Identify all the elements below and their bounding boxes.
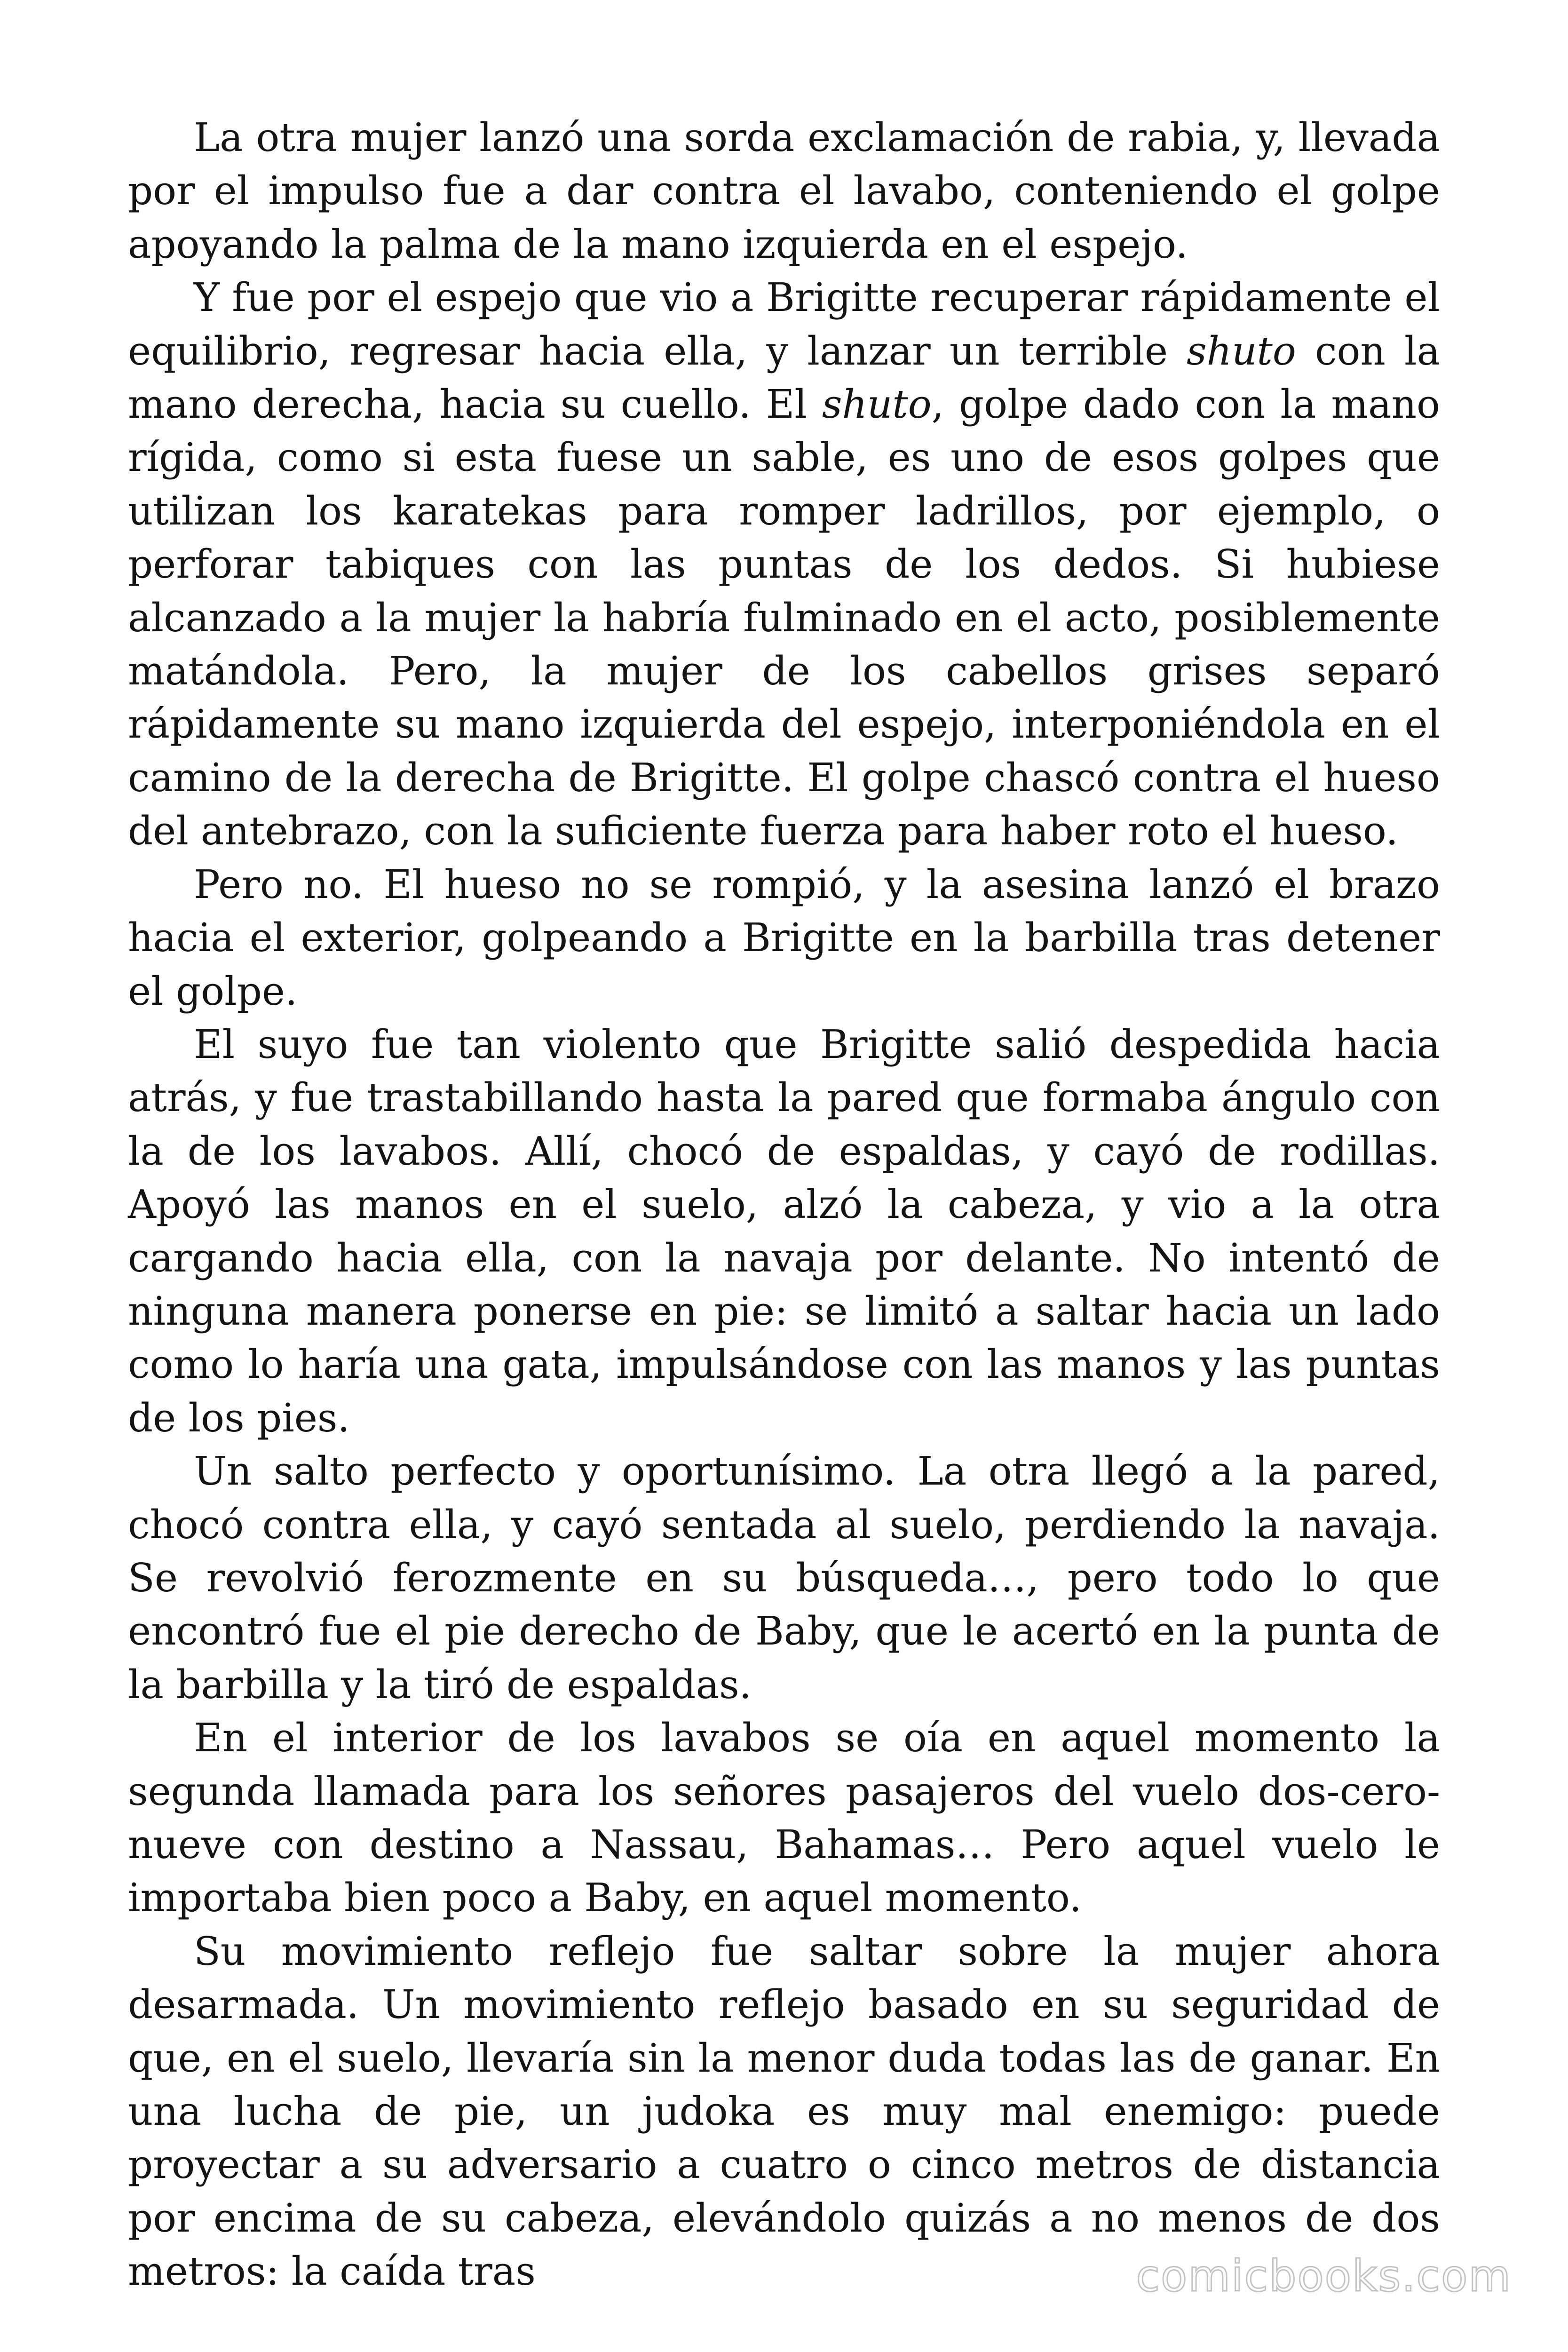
paragraph bbox=[128, 858, 1440, 1018]
page-body-text bbox=[128, 111, 1440, 2298]
text-run: , golpe dado con la mano rígida, como si esta fuese un sable, es uno de esos golpes que utilizan los karatekas para romper ladrillos, por ejemplo, o perforar tabiques con las puntas de los dedos. Si hubiese alcanzado a la mujer la habría fulminado en el acto, posiblemente matándola. Pero, la mujer de los cabellos grises separó rápidamente su mano izquierda del espejo, interponiéndola en el camino de la derecha de Brigitte. El golpe chascó contra el hueso del antebrazo, con la suficiente fuerza para haber roto el hueso. bbox=[128, 381, 1441, 854]
watermark: comicbooks.com bbox=[1136, 2251, 1512, 2301]
paragraph bbox=[128, 271, 1440, 858]
text-run: Un salto perfecto y oportunísimo. La otra llegó a la pared, chocó contra ella, y cayó sentada al suelo, perdiendo la navaja. Se revolvió ferozmente en su búsqueda…, pero todo lo que encontró fue el pie derecho de Baby, que le acertó en la punta de la barbilla y la tiró de espaldas. bbox=[128, 1448, 1440, 1708]
text-run: Pero no. El hueso no se rompió, y la asesina lanzó el brazo hacia el exterior, golpeando a Brigitte en la barbilla tras detener el golpe. bbox=[128, 861, 1440, 1014]
paragraph bbox=[128, 111, 1440, 271]
text-run: Su movimiento reflejo fue saltar sobre la mujer ahora desarmada. Un movimiento reflejo basado en su seguridad de que, en el suelo, llevaría sin la menor duda todas las de ganar. En una lucha de pie, un judoka es muy mal enemigo: puede proyectar a su adversario a cuatro o cinco metros de distancia por encima de su cabeza, elevándolo quizás a no menos de dos metros: la caída tras bbox=[128, 1928, 1440, 2295]
text-run: En el interior de los lavabos se oía en aquel momento la segunda llamada para los señores pasajeros del vuelo dos-cero-nueve con destino a Nassau, Bahamas… Pero aquel vuelo le importaba bien poco a Baby, en aquel momento. bbox=[128, 1715, 1440, 1921]
text-run: La otra mujer lanzó una sorda exclamación de rabia, y, llevada por el impulso fue a dar contra el lavabo, conteniendo el golpe apoyando la palma de la mano izquierda en el espejo. bbox=[128, 115, 1440, 267]
paragraph bbox=[128, 1445, 1440, 1711]
paragraph bbox=[128, 1925, 1440, 2298]
italic-term: shuto bbox=[822, 381, 932, 428]
paragraph bbox=[128, 1711, 1440, 1925]
paragraph bbox=[128, 1018, 1440, 1445]
text-run: con la mano derecha, hacia su cuello. El bbox=[128, 328, 1440, 428]
italic-term: shuto bbox=[1187, 328, 1296, 374]
text-run: Y fue por el espejo que vio a Brigitte recuperar rápidamente el equilibrio, regresar hacia ella, y lanzar un terrible bbox=[128, 275, 1440, 374]
text-run: El suyo fue tan violento que Brigitte salió despedida hacia atrás, y fue trastabillando hasta la pared que formaba ángulo con la de los lavabos. Allí, chocó de espaldas, y cayó de rodillas. Apoyó las manos en el suelo, alzó la cabeza, y vio a la otra cargando hacia ella, con la navaja por delante. No intentó de ninguna manera ponerse en pie: se limitó a saltar hacia un lado como lo haría una gata, impulsándose con las manos y las puntas de los pies. bbox=[128, 1021, 1440, 1441]
